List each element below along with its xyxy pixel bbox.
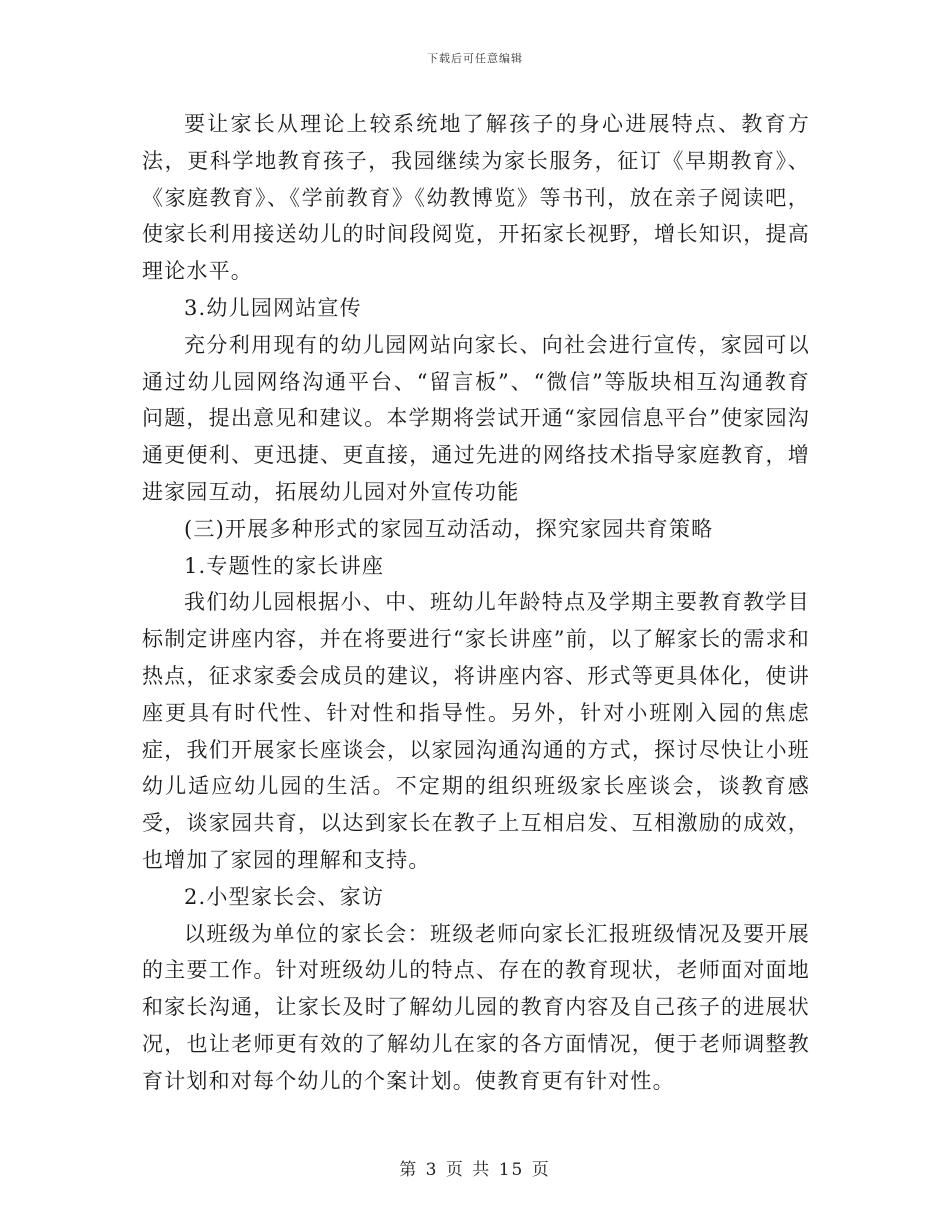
paragraph-reading-materials: 要让家长从理论上较系统地了解孩子的身心进展特点、教育方法，更科学地教育孩子，我园继续为家长服务，征订《早期教育》、《家庭教育》、《学前教育》《幼教博览》等书刊，放在亲子阅读吧，使家长利用接送幼儿的时间段阅览，开拓家长视野，增长知识，提高理论水平。 bbox=[142, 112, 810, 284]
heading-section-three: (三)开展多种形式的家园互动活动，探究家园共育策略 bbox=[184, 516, 714, 541]
paragraph-parent-lectures: 我们幼儿园根据小、中、班幼儿年龄特点及学期主要教育教学目标制定讲座内容，并在将要进行“家长讲座”前，以了解家长的需求和热点，征求家委会成员的建议，将讲座内容、形式等更具体化，使讲座更具有时代性、针对性和指导性。另外，针对小班刚入园的焦虑症，我们开展家长座谈会，以家园沟通沟通的方式，探讨尽快让小班幼儿适应幼儿园的生活。不定期的组织班级家长座谈会，谈教育感受，谈家园共育，以达到家长在教子上互相启发、互相激励的成效，也增加了家园的理解和支持。 bbox=[142, 590, 810, 872]
heading-small-meetings: 2.小型家长会、家访 bbox=[184, 884, 385, 909]
paragraph-website-promotion: 充分利用现有的幼儿园网站向家长、向社会进行宣传，家园可以通过幼儿园网络沟通平台、“留言板”、“微信”等版块相互沟通教育问题，提出意见和建议。本学期将尝试开通“家园信息平台”使家园沟通更便利、更迅捷、更直接，通过先进的网络技术指导家庭教育，增进家园互动，拓展幼儿园对外宣传功能 bbox=[142, 332, 810, 504]
heading-website-promotion: 3.幼儿园网站宣传 bbox=[184, 295, 362, 320]
paragraph-small-meetings: 以班级为单位的家长会：班级老师向家长汇报班级情况及要开展的主要工作。针对班级幼儿的特点、存在的教育现状，老师面对面地和家长沟通，让家长及时了解幼儿园的教育内容及自己孩子的进展状况，也让老师更有效的了解幼儿在家的各方面情况，便于老师调整教育计划和对每个幼儿的个案计划。使教育更有针对性。 bbox=[142, 921, 810, 1093]
page-footer: 第 3 页 共 15 页 bbox=[399, 1160, 551, 1180]
page-header: 下载后可任意编辑 bbox=[427, 52, 523, 65]
body-content bbox=[142, 106, 810, 1100]
heading-parent-lectures: 1.专题性的家长讲座 bbox=[184, 553, 385, 578]
